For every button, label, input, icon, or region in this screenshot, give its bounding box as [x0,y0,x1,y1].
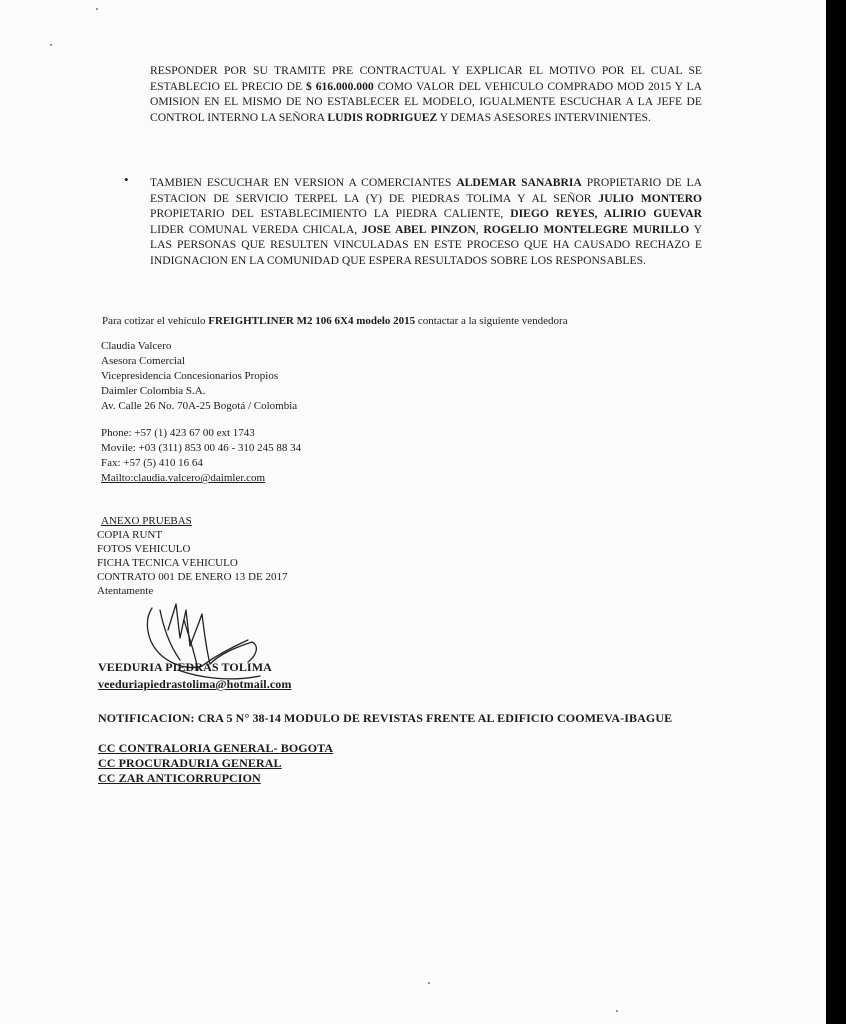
person-name: ROGELIO MONTELEGRE MURILLO [483,222,690,236]
paragraph2-text-3: PROPIETARIO DEL ESTABLECIMIENTO LA PIEDRA CALIENTE, [150,207,511,221]
contact-mobile: Movile: +03 (311) 853 00 46 - 310 245 88 34 [101,442,302,454]
scan-speck [50,44,52,46]
scan-edge-band [826,0,846,1024]
contact-name: Claudia Valcero [101,340,172,352]
bullet-icon: • [124,172,129,187]
person-name: JOSE ABEL PINZON [361,222,476,236]
contact-email-link[interactable]: Mailto:claudia.valcero@daimler.com [101,472,266,484]
quote-line [102,314,568,329]
person-name: LUDIS RODRIGUEZ [327,110,438,124]
annex-item: FICHA TECNICA VEHICULO [97,557,238,569]
quote-text-1: Para cotizar el vehículo [102,315,209,327]
organization-name: VEEDURIA PIEDRAS TOLIMA [98,660,272,674]
paragraph2-text-2: PROPIETARIO DE LA ESTACION DE SERVICIO TERPEL LA (Y) DE PIEDRAS TOLIMA Y AL SEÑOR [150,176,703,205]
paragraph1-text-1: RESPONDER POR SU TRAMITE PRE CONTRACTUAL Y EXPLICAR EL MOTIVO POR EL CUAL SE ESTABLECIO EL PRECIO DE [150,64,702,93]
quote-text-2: contactar a la siguiente vendedora [415,315,568,327]
scan-speck [428,982,430,984]
paragraph1-text-2: COMO VALOR DEL VEHICULO COMPRADO MOD 2015 Y LA OMISION EN EL MISMO DE NO ESTABLECER EL MODELO, IGUALMENTE ESCUCHAR A LA JEFE DE CONTROL INTERNO LA SEÑORA [150,79,702,124]
paragraph1-text-3: Y DEMAS ASESORES INTERVINIENTES. [437,110,651,124]
person-name: ALDEMAR SANABRIA [456,176,582,189]
paragraph-responder [150,63,702,125]
organization-email-link[interactable]: veeduriapiedrastolima@hotmail.com [98,677,292,691]
paragraph2-text-1: TAMBIEN ESCUCHAR EN VERSION A COMERCIANTES [150,176,457,189]
scan-speck [616,1010,618,1012]
contact-fax: Fax: +57 (5) 410 16 64 [101,457,203,469]
vehicle-name: FREIGHTLINER M2 106 6X4 modelo 2015 [208,315,416,327]
notification-address: NOTIFICACION: CRA 5 N° 38-14 MODULO DE REVISTAS FRENTE AL EDIFICIO COOMEVA-IBAGUE [98,711,673,725]
annex-item: FOTOS VEHICULO [97,543,191,555]
person-name: DIEGO REYES, ALIRIO GUEVAR [510,207,702,221]
scan-speck [96,8,98,10]
closing-text: Atentamente [97,585,154,597]
person-name: JULIO MONTERO [598,191,702,205]
contact-phone: Phone: +57 (1) 423 67 00 ext 1743 [101,427,255,439]
paragraph2-text-4: LIDER COMUNAL VEREDA CHICALA, [150,222,362,236]
annex-item: CONTRATO 001 DE ENERO 13 DE 2017 [97,571,288,583]
cc-recipient: CC CONTRALORIA GENERAL- BOGOTA [98,741,334,755]
contact-department: Vicepresidencia Concesionarios Propios [101,370,279,382]
paragraph2-text-5: , [475,222,484,236]
contact-address: Av. Calle 26 No. 70A-25 Bogotá / Colombia [101,400,298,412]
contact-role: Asesora Comercial [101,355,185,367]
contact-company: Daimler Colombia S.A. [101,385,206,397]
cc-recipient: CC PROCURADURIA GENERAL [98,756,282,770]
paragraph2-text-6: Y LAS PERSONAS QUE RESULTEN VINCULADAS EN ESTE PROCESO QUE HA CAUSADO RECHAZO E INDIGNACION EN LA COMUNIDAD QUE ESPERA RESULTADOS SOBRE LOS RESPONSABLES. [150,222,702,267]
paragraph-tambien [150,175,702,269]
annex-item: COPIA RUNT [97,529,163,541]
price-value: $ 616.000.000 [306,79,374,93]
annex-title: ANEXO PRUEBAS [101,515,192,527]
cc-recipient: CC ZAR ANTICORRUPCION [98,771,261,785]
